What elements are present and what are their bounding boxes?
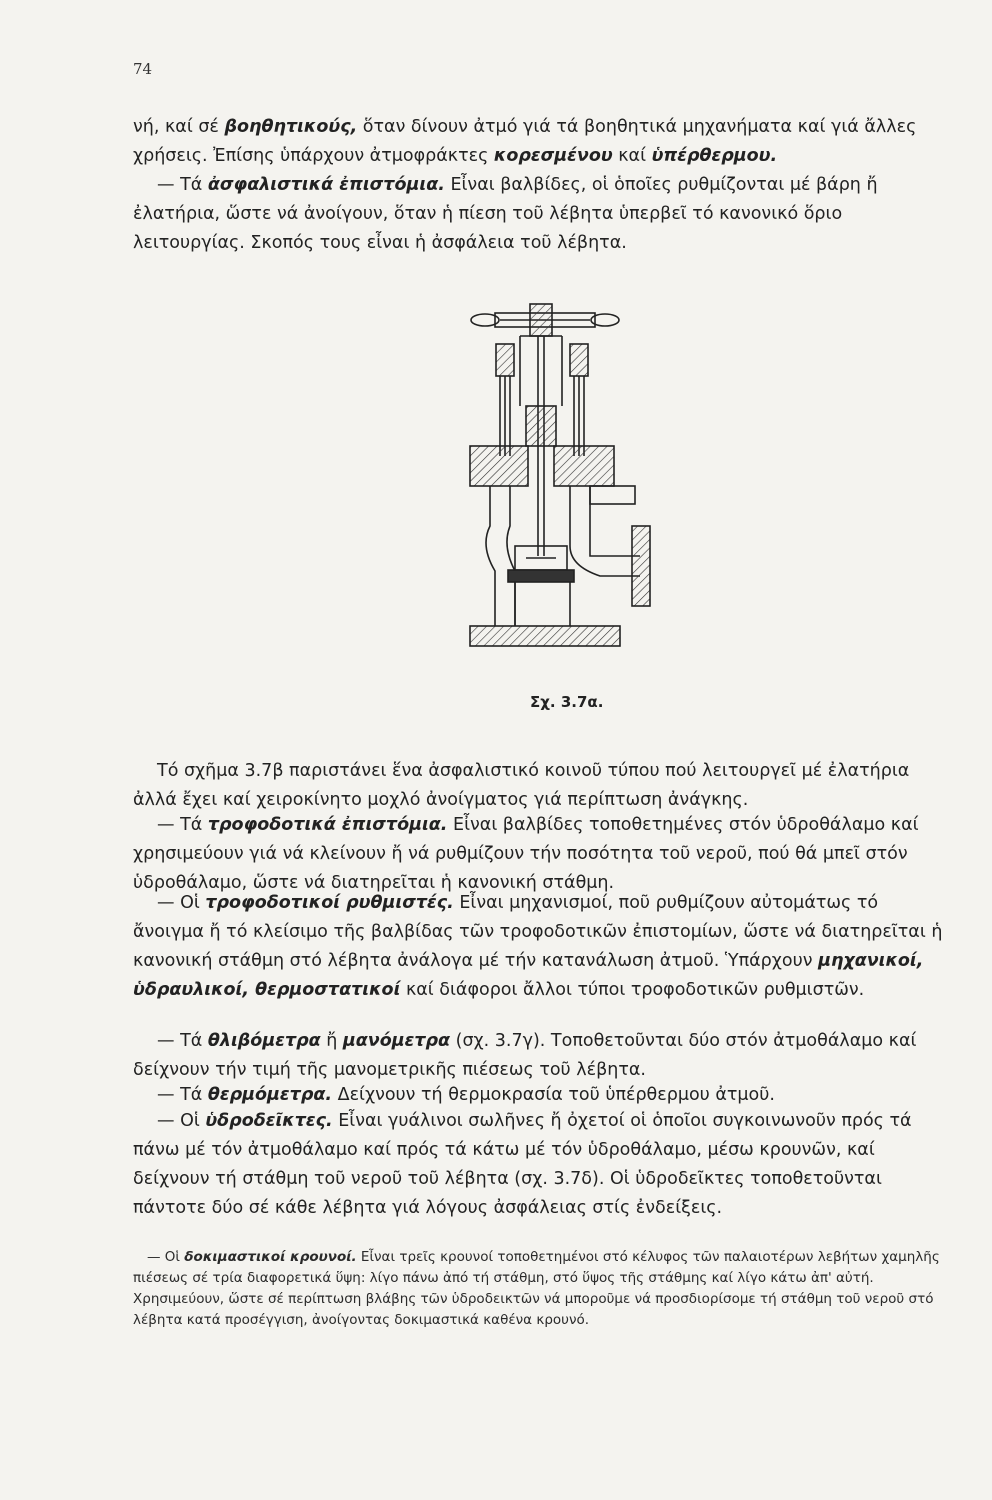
paragraph-feed-regulators: — Οἱ τροφοδοτικοί ρυθμιστές. Εἶναι μηχανισμοί, ποῦ ρυθμίζουν αὐτομάτως τό ἄνοιγμα ἤ τό κλείσιμο τῆς βαλβίδας τῶν τροφοδοτικῶν ἐπιστομίων, ὥστε νά διατηρεῖται ἡ κανονική στάθμη στό λέβητα ἀνάλογα μέ τήν κατανάλωση ἀτμοῦ. Ὑπάρχουν μηχανικοί, ὑδραυλικοί, θερμοστατικοί καί διάφοροι ἄλλοι τύποι τροφοδοτικῶν ρυθμιστῶν. (133, 893, 943, 1000)
paragraph-figure-description: Τό σχῆμα 3.7β παριστάνει ἕνα ἀσφαλιστικό κοινοῦ τύπου πού λειτουργεῖ μέ ἐλατήρια ἀλλά ἔχει καί χειροκίνητο μοχλό ἀνοίγματος γιά περίπτωση ἀνάγκης. (133, 761, 910, 810)
bonnet-flange-left (470, 446, 528, 486)
outlet-flange (632, 526, 650, 606)
paragraph-test-cocks: — Οἱ δοκιμαστικοί κρουνοί. Εἶναι τρεῖς κρουνοί τοποθετημένοι στό κέλυφος τῶν παλαιοτέρων λεβήτων χαμηλῆς πιέσεως σέ τρία διαφορετικά ὕψη: λίγο πάνω ἀπό τή στάθμη, στό ὕψος τῆς στάθμης καί λίγο κάτω ἀπ' αὐτή. Χρησιμεύουν, ὥστε σέ περίπτωση βλάβης τῶν ὑδροδεικτῶν νά μποροῦμε νά προσδιορίσομε τή στάθμη τοῦ νεροῦ στό λέβητα κατά προσέγγιση, ἀνοίγοντας δοκιμαστικά καθένα κρουνό. (133, 1249, 940, 1328)
bonnet-flange-right (554, 446, 614, 486)
paragraph-thermometers: — Τά θερμόμετρα. Δείχνουν τή θερμοκρασία τοῦ ὑπέρθερμου ἀτμοῦ. (157, 1085, 775, 1105)
inlet-passage (515, 582, 570, 626)
gland (526, 406, 556, 446)
yoke (520, 336, 562, 406)
figure-caption: Σχ. 3.7α. (530, 693, 604, 711)
paragraph-feed-valves: — Τά τροφοδοτικά ἐπιστόμια. Εἶναι βαλβίδες τοποθετημένες στόν ὑδροθάλαμο καί χρησιμεύουν γιά νά κλείνουν ἤ νά ρυθμίζουν τήν ποσότητα τοῦ νεροῦ, πού θά μπεῖ στόν ὑδροθάλαμο, ὥστε νά διατηρεῖται ἡ κανονική στάθμη. (133, 815, 919, 893)
paragraph-steam-traps: νή, καί σέ βοηθητικούς, ὅταν δίνουν ἀτμό γιά τά βοηθητικά μηχανήματα καί γιά ἄλλες χρήσεις. Ἐπίσης ὑπάρχουν ἀτμοφράκτες κορεσμένου καί ὑπέρθερμου. (133, 117, 917, 166)
handwheel-hub (530, 304, 552, 336)
paragraph-safety-valves: — Τά ἀσφαλιστικά ἐπιστόμια. Εἶναι βαλβίδες, οἱ ὁποῖες ρυθμίζονται μέ βάρη ἤ ἐλατήρια, ὥστε νά ἀνοίγουν, ὅταν ἡ πίεση τοῦ λέβητα ὑπερβεῖ τό κανονικό ὅριο λειτουργίας. Σκοπός τους εἶναι ἡ ἀσφάλεια τοῦ λέβητα. (133, 175, 878, 253)
page-number: 74 (133, 60, 153, 78)
paragraph-pressure-gauges: — Τά θλιβόμετρα ἤ μανόμετρα (σχ. 3.7γ). Τοποθετοῦνται δύο στόν ἀτμοθάλαμο καί δείχνουν τήν τιμή τῆς μανομετρικῆς πιέσεως τοῦ λέβητα. (133, 1031, 917, 1080)
valve-cross-section-figure (460, 296, 760, 676)
valve-body (486, 486, 640, 626)
inlet-flange (470, 626, 620, 646)
paragraph-water-gauges: — Οἱ ὑδροδεῖκτες. Εἶναι γυάλινοι σωλῆνες ἤ ὀχετοί οἱ ὁποῖοι συγκοινωνοῦν πρός τά πάνω μέ τόν ἀτμοθάλαμο καί πρός τά κάτω μέ τόν ὑδροθάλαμο, μέσω κρουνῶν, καί δείχνουν τή στάθμη τοῦ νεροῦ τοῦ λέβητα (σχ. 3.7δ). Οἱ ὑδροδεῖκτες τοποθετοῦνται πάντοτε δύο σέ κάθε λέβητα γιά λόγους ἀσφάλειας στίς ἐνδείξεις. (133, 1111, 912, 1218)
valve-seat (508, 570, 574, 582)
